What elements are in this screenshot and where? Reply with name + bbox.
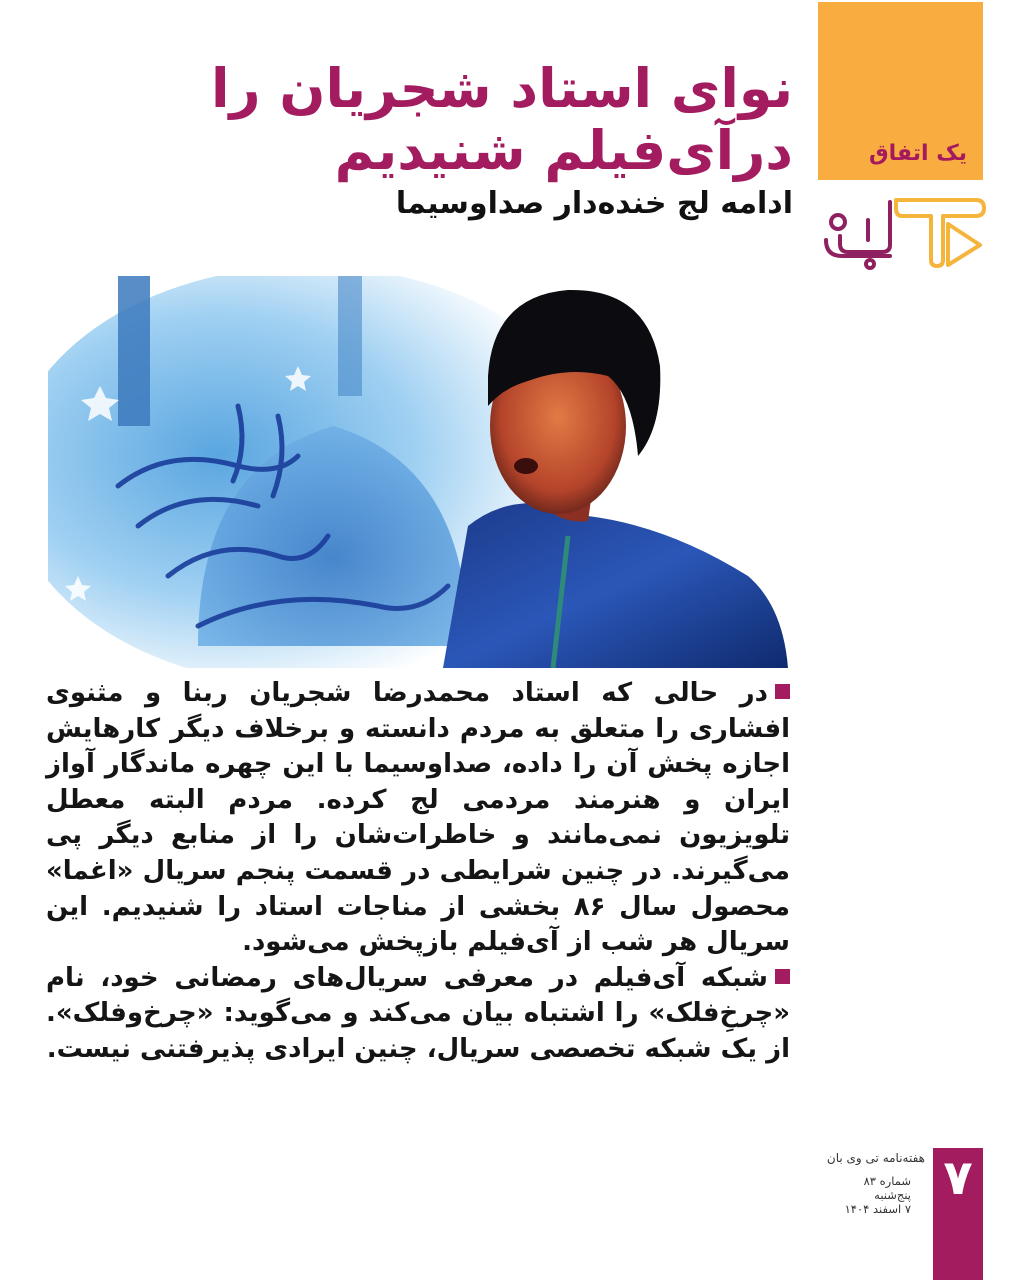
page-number-bar xyxy=(933,1148,983,1280)
article-paragraph-2: شبکه آی‌فیلم در معرفی سریال‌های رمضانی خود، نام «چرخِ‌فلک» را اشتباه بیان می‌کند و می‌گوید: «چرخ‌وفلک». از یک شبکه تخصصی سریال، چنین ایرادی پذیرفتنی نیست. xyxy=(46,962,790,1064)
tv-ban-logo xyxy=(818,190,988,270)
issue-weekday: پنج‌شنبه xyxy=(874,1188,911,1202)
section-label-box xyxy=(818,2,983,180)
article-body xyxy=(46,676,790,1068)
page-number: ۷ xyxy=(943,1150,973,1206)
issue-info xyxy=(805,1151,925,1216)
issue-date: ۷ اسفند ۱۴۰۴ xyxy=(844,1202,911,1216)
issue-number: شماره ۸۳ xyxy=(863,1174,911,1188)
bullet-square-icon xyxy=(775,969,790,984)
article-photo xyxy=(48,276,788,668)
headline-subtitle: ادامه لج خنده‌دار صداوسیما xyxy=(395,186,793,221)
singer-photo-illustration xyxy=(48,276,788,668)
publication-name: هفته‌نامه تی وی بان xyxy=(826,1151,925,1165)
section-label: یک اتفاق xyxy=(868,141,967,166)
headline-line-1: نوای استاد شجریان را xyxy=(210,57,793,120)
bullet-square-icon xyxy=(775,684,790,699)
headline-block xyxy=(210,57,793,221)
article-paragraph-1: در حالی که استاد محمدرضا شجریان ربنا و مثنوی افشاری را متعلق به مردم دانسته و برخلاف دیگر کارهایش اجازه پخش آن را داده، صداوسیما با این چهره ماندگار آواز ایران و هنرمند مردمی لج کرده. مردم البته معطل تلویزیون نمی‌مانند و خاطرات‌شان را از منابع دیگر پی می‌گیرند. در چنین شرایطی در قسمت پنجم سریال «اغما» محصول سال ۸۶ بخشی از مناجات استاد را شنیدیم. این سریال هر شب از آی‌فیلم بازپخش می‌شود. xyxy=(46,678,790,958)
logo-icon xyxy=(818,190,988,270)
headline-line-2: درآی‌فیلم شنیدیم xyxy=(334,119,793,182)
